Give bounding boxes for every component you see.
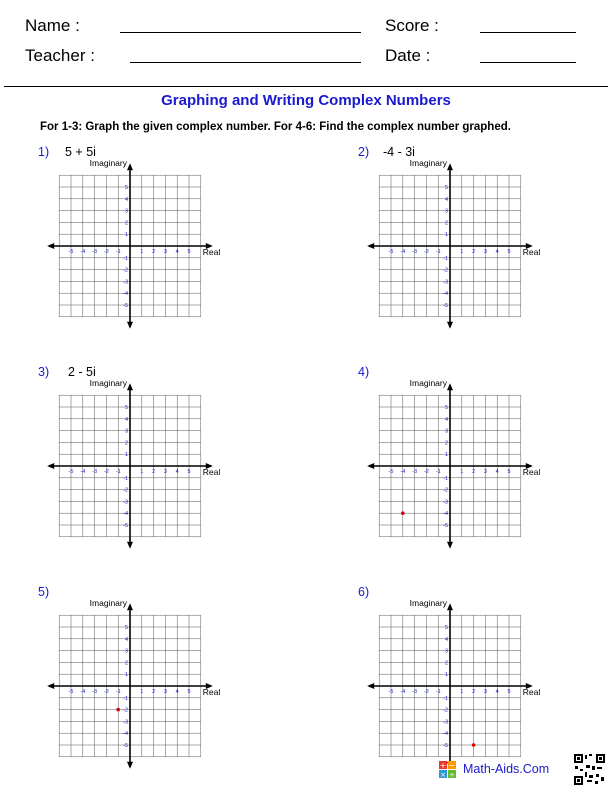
y-tick-label: 5 — [124, 185, 128, 191]
x-tick-label: 4 — [175, 469, 179, 475]
svg-text:−: − — [448, 761, 456, 770]
arrow-down-icon — [127, 322, 133, 329]
x-tick-label: 5 — [187, 249, 191, 255]
arrow-up-icon — [447, 163, 453, 170]
y-tick-label: -5 — [123, 743, 128, 749]
teacher-label: Teacher : — [25, 46, 95, 65]
y-axis-label: Imaginary — [409, 378, 447, 389]
score-field[interactable] — [480, 32, 576, 33]
x-tick-label: -3 — [412, 689, 418, 695]
arrow-up-icon — [447, 383, 453, 390]
x-tick-label: 3 — [163, 469, 167, 475]
arrow-left-icon — [47, 243, 54, 249]
problem-number: 5) — [38, 585, 50, 599]
y-tick-label: 3 — [444, 208, 448, 215]
plotted-point — [472, 743, 476, 747]
x-axis-label: Real — [202, 247, 221, 257]
x-axis-label: Real — [202, 467, 221, 477]
x-axis-label: Real — [522, 247, 541, 257]
y-tick-label: -5 — [123, 303, 128, 309]
x-tick-label: 2 — [152, 689, 156, 695]
x-tick-label: 5 — [187, 469, 191, 475]
score-label: Score : — [385, 16, 439, 35]
y-tick-label: -4 — [443, 731, 448, 738]
y-tick-label: 4 — [124, 196, 128, 203]
y-tick-label: 3 — [444, 648, 448, 655]
site-link[interactable]: Math-Aids.Com — [463, 762, 550, 776]
complex-plane-graph — [378, 378, 541, 540]
x-tick-label: 3 — [163, 249, 167, 255]
x-tick-label: 5 — [507, 469, 511, 475]
x-tick-label: -3 — [412, 469, 418, 475]
x-tick-label: -4 — [400, 249, 406, 255]
x-tick-label: -1 — [435, 249, 441, 255]
name-field[interactable] — [120, 32, 361, 33]
y-tick-label: 5 — [444, 625, 448, 631]
x-tick-label: 5 — [187, 689, 191, 695]
complex-plane-graph[interactable] — [378, 158, 541, 320]
problem-number: 1) — [38, 145, 50, 159]
problem-expression: 2 - 5i — [68, 365, 96, 379]
y-tick-label: 2 — [124, 660, 128, 667]
y-tick-label: -2 — [123, 267, 128, 274]
x-tick-label: 3 — [483, 689, 487, 695]
y-tick-label: 3 — [124, 648, 128, 655]
x-tick-label: -2 — [423, 469, 429, 475]
x-tick-label: -2 — [423, 249, 429, 255]
x-tick-label: -4 — [80, 469, 86, 475]
y-tick-label: -4 — [123, 511, 128, 518]
y-tick-label: 1 — [124, 452, 128, 459]
y-tick-label: 2 — [444, 220, 448, 227]
y-tick-label: 4 — [124, 416, 128, 423]
teacher-field[interactable] — [130, 62, 361, 63]
problem-number: 6) — [358, 585, 370, 599]
instructions: For 1-3: Graph the given complex number. For 4-6: Find the complex number graphed. — [40, 121, 511, 133]
x-tick-label: -3 — [92, 689, 98, 695]
y-tick-label: 1 — [124, 232, 128, 239]
y-tick-label: 2 — [444, 660, 448, 667]
y-tick-label: -2 — [443, 267, 448, 274]
y-tick-label: -3 — [443, 719, 448, 726]
complex-plane-graph[interactable] — [58, 158, 221, 320]
x-tick-label: -3 — [412, 249, 418, 255]
y-axis-label: Imaginary — [89, 158, 127, 169]
x-tick-label: -1 — [115, 689, 121, 695]
x-tick-label: -5 — [68, 469, 74, 475]
x-tick-label: -3 — [92, 249, 98, 255]
y-tick-label: -2 — [123, 707, 128, 714]
y-tick-label: -1 — [123, 475, 128, 482]
header-divider — [4, 86, 608, 87]
plotted-point — [401, 511, 405, 515]
x-tick-label: 5 — [507, 689, 511, 695]
x-axis-label: Real — [522, 687, 541, 697]
svg-text:×: × — [440, 771, 446, 779]
y-tick-label: 5 — [444, 405, 448, 411]
y-tick-label: -5 — [123, 523, 128, 529]
x-tick-label: -5 — [68, 249, 74, 255]
x-tick-label: 3 — [483, 469, 487, 475]
x-tick-label: -2 — [103, 469, 109, 475]
y-tick-label: -1 — [123, 695, 128, 702]
y-tick-label: -1 — [443, 475, 448, 482]
y-tick-label: 2 — [124, 440, 128, 447]
y-tick-label: 5 — [124, 625, 128, 631]
x-tick-label: 2 — [472, 249, 476, 255]
x-tick-label: -3 — [92, 469, 98, 475]
x-tick-label: 1 — [460, 689, 464, 695]
y-tick-label: -5 — [443, 523, 448, 529]
x-tick-label: -1 — [115, 249, 121, 255]
y-tick-label: 5 — [444, 185, 448, 191]
y-tick-label: 4 — [444, 196, 448, 203]
y-axis-label: Imaginary — [89, 378, 127, 389]
arrow-left-icon — [47, 683, 54, 689]
y-tick-label: 2 — [124, 220, 128, 227]
arrow-down-icon — [447, 322, 453, 329]
y-tick-label: -2 — [123, 487, 128, 494]
x-tick-label: -4 — [80, 689, 86, 695]
problem-number: 4) — [358, 365, 370, 379]
name-label: Name : — [25, 16, 80, 35]
y-tick-label: -4 — [123, 731, 128, 738]
calculator-logo-icon — [439, 761, 456, 778]
y-tick-label: 1 — [124, 672, 128, 679]
x-tick-label: -5 — [388, 689, 394, 695]
x-tick-label: -2 — [103, 689, 109, 695]
y-tick-label: 5 — [124, 405, 128, 411]
x-tick-label: 1 — [140, 249, 144, 255]
y-tick-label: -4 — [443, 291, 448, 298]
y-tick-label: 3 — [444, 428, 448, 435]
y-axis-label: Imaginary — [89, 598, 127, 609]
qr-code-icon — [573, 753, 606, 786]
y-tick-label: -3 — [443, 279, 448, 286]
y-tick-label: -3 — [443, 499, 448, 506]
y-tick-label: -5 — [443, 743, 448, 749]
x-tick-label: 4 — [175, 249, 179, 255]
y-tick-label: -3 — [123, 279, 128, 286]
x-tick-label: 3 — [163, 689, 167, 695]
x-tick-label: 4 — [495, 689, 499, 695]
x-tick-label: -1 — [115, 469, 121, 475]
y-tick-label: 1 — [444, 672, 448, 679]
y-tick-label: 4 — [124, 636, 128, 643]
y-tick-label: -1 — [443, 695, 448, 702]
y-tick-label: 2 — [444, 440, 448, 447]
y-tick-label: -3 — [123, 719, 128, 726]
arrow-left-icon — [47, 463, 54, 469]
date-label: Date : — [385, 46, 431, 65]
y-tick-label: -1 — [123, 255, 128, 262]
y-tick-label: 1 — [444, 452, 448, 459]
x-tick-label: -2 — [423, 689, 429, 695]
arrow-left-icon — [367, 243, 374, 249]
x-tick-label: 2 — [152, 249, 156, 255]
x-tick-label: -4 — [80, 249, 86, 255]
arrow-up-icon — [127, 383, 133, 390]
y-tick-label: -4 — [123, 291, 128, 298]
y-tick-label: -4 — [443, 511, 448, 518]
y-tick-label: 3 — [124, 208, 128, 215]
problem-expression: -4 - 3i — [383, 145, 415, 159]
x-tick-label: 1 — [460, 249, 464, 255]
x-tick-label: 4 — [495, 249, 499, 255]
svg-text:+: + — [439, 761, 447, 770]
x-axis-label: Real — [522, 467, 541, 477]
y-tick-label: -1 — [443, 255, 448, 262]
x-tick-label: 2 — [152, 469, 156, 475]
complex-plane-graph — [378, 598, 541, 760]
complex-plane-graph — [58, 598, 221, 760]
arrow-left-icon — [367, 463, 374, 469]
x-tick-label: 2 — [472, 689, 476, 695]
x-tick-label: 4 — [495, 469, 499, 475]
y-tick-label: 4 — [444, 416, 448, 423]
problem-number: 2) — [358, 145, 370, 159]
problem-expression: 5 + 5i — [65, 145, 96, 159]
arrow-left-icon — [367, 683, 374, 689]
arrow-down-icon — [447, 542, 453, 549]
arrow-up-icon — [127, 603, 133, 610]
arrow-up-icon — [447, 603, 453, 610]
x-tick-label: 1 — [460, 469, 464, 475]
x-tick-label: 1 — [140, 689, 144, 695]
x-tick-label: -5 — [388, 249, 394, 255]
arrow-down-icon — [127, 542, 133, 549]
x-tick-label: 5 — [507, 249, 511, 255]
x-tick-label: -1 — [435, 469, 441, 475]
plotted-point — [116, 708, 120, 712]
y-axis-label: Imaginary — [409, 598, 447, 609]
worksheet-title: Graphing and Writing Complex Numbers — [161, 92, 451, 109]
complex-plane-graph[interactable] — [58, 378, 221, 540]
x-tick-label: -5 — [68, 689, 74, 695]
x-axis-label: Real — [202, 687, 221, 697]
x-tick-label: -4 — [400, 469, 406, 475]
date-field[interactable] — [480, 62, 576, 63]
x-tick-label: -4 — [400, 689, 406, 695]
arrow-down-icon — [127, 762, 133, 769]
y-tick-label: -2 — [443, 487, 448, 494]
x-tick-label: 3 — [483, 249, 487, 255]
y-tick-label: 4 — [444, 636, 448, 643]
x-tick-label: 2 — [472, 469, 476, 475]
y-tick-label: -3 — [123, 499, 128, 506]
y-axis-label: Imaginary — [409, 158, 447, 169]
x-tick-label: 4 — [175, 689, 179, 695]
arrow-up-icon — [127, 163, 133, 170]
x-tick-label: -2 — [103, 249, 109, 255]
svg-text:÷: ÷ — [449, 771, 455, 779]
y-tick-label: -2 — [443, 707, 448, 714]
x-tick-label: 1 — [140, 469, 144, 475]
x-tick-label: -1 — [435, 689, 441, 695]
y-tick-label: -5 — [443, 303, 448, 309]
x-tick-label: -5 — [388, 469, 394, 475]
y-tick-label: 3 — [124, 428, 128, 435]
y-tick-label: 1 — [444, 232, 448, 239]
problem-number: 3) — [38, 365, 50, 379]
